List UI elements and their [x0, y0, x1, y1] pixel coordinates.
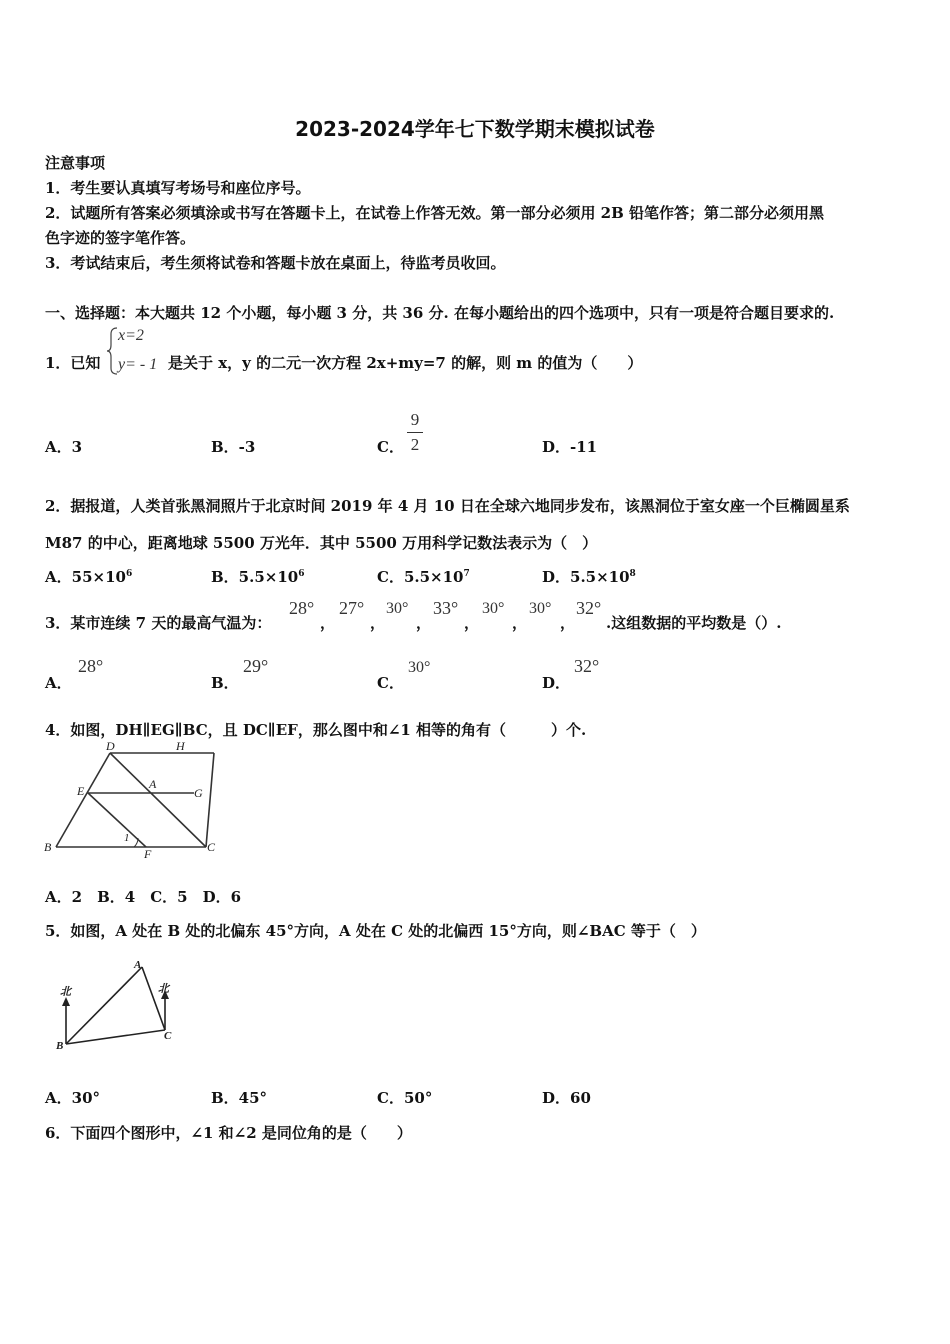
notice-item-3: 3．考试结束后，考生须将试卷和答题卡放在桌面上，待监考员收回。	[45, 254, 506, 272]
q1-fraction-denominator: 2	[410, 435, 420, 454]
q3-sep-4: ，	[464, 614, 480, 632]
q3-suffix: .这组数据的平均数是（）.	[606, 614, 782, 632]
q3-temp-1: 28°	[289, 598, 315, 618]
label-e: E	[77, 784, 85, 798]
q5-figure	[50, 955, 190, 1060]
q1-option-c: C．	[377, 438, 404, 456]
notice-heading: 注意事项	[45, 154, 106, 172]
label-a: A	[134, 959, 142, 971]
q3-option-c-label: C．	[377, 674, 404, 692]
q3-temp-2: 27°	[339, 598, 365, 618]
label-a: A	[149, 777, 157, 791]
q1-system-line-1: x=2	[118, 327, 144, 344]
notice-item-2-cont: 色字迹的签字笔作答。	[45, 229, 196, 247]
label-f: F	[144, 847, 152, 861]
q1-fraction-numerator: 9	[410, 410, 420, 429]
q2-option-a: A．$55\times 10^6$	[45, 568, 133, 586]
q3-option-c-value: 30°	[408, 659, 431, 676]
q3-temp-6: 30°	[529, 600, 552, 617]
q3-option-b-value: 29°	[243, 656, 269, 676]
q3-temp-4: 33°	[433, 598, 459, 618]
q3-option-d-label: D．	[542, 674, 571, 692]
q4-figure	[40, 740, 225, 865]
q2-option-d: D．$5.5\times 10^8$	[542, 568, 636, 586]
q1-option-d: D．-11	[542, 438, 598, 456]
q5-option-c: C．50°	[377, 1089, 433, 1107]
q3-option-b-label: B．	[211, 674, 239, 692]
label-d: D	[106, 740, 115, 753]
q1-system-line-2: y= - 1	[118, 356, 158, 373]
q1-prefix: 1．已知	[45, 354, 101, 372]
label-b: B	[44, 840, 52, 854]
q2-option-c: C．$5.5\times 10^7$	[377, 568, 470, 586]
q3-sep-6: ，	[560, 614, 576, 632]
label-c: C	[207, 840, 216, 854]
q5-option-d: D．60	[542, 1089, 591, 1107]
q3-option-a-value: 28°	[78, 656, 104, 676]
q3-sep-3: ，	[416, 614, 432, 632]
q6-text: 6．下面四个图形中，∠1 和∠2 是同位角的是（ ）	[45, 1124, 412, 1142]
q5-option-a: A．30°	[45, 1089, 101, 1107]
fraction-bar	[407, 432, 423, 433]
q5-option-b: B．45°	[211, 1089, 268, 1107]
north-label-c: 北	[158, 983, 169, 995]
q3-prefix: 3．某市连续 7 天的最高气温为：	[45, 614, 272, 632]
section-heading: 一、选择题：本大题共 12 个小题，每小题 3 分，共 36 分. 在每小题给出的四个选项中，只有一项是符合题目要求的.	[45, 304, 835, 322]
q3-sep-5: ，	[512, 614, 528, 632]
q3-sep-1: ，	[320, 614, 336, 632]
q2-text-line-1: 2．据报道，人类首张黑洞照片于北京时间 2019 年 4 月 10 日在全球六地同步发布，该黑洞位于室女座一个巨椭圆星系	[45, 497, 850, 515]
label-g: G	[194, 786, 203, 800]
page-title: 2023-2024学年七下数学期末模拟试卷	[295, 117, 655, 141]
q3-temp-7: 32°	[576, 598, 602, 618]
q4-text: 4．如图，DH∥EG∥BC，且 DC∥EF，那么图中和∠1 相等的角有（ ）个.	[45, 721, 587, 739]
q4-options: A．2 B．4 C．5 D．6	[45, 888, 242, 906]
label-h: H	[176, 740, 185, 753]
q1-text: 是关于 x，y 的二元一次方程 2x+my=7 的解，则 m 的值为（ ）	[168, 354, 643, 372]
q5-text: 5．如图，A 处在 B 处的北偏东 45°方向，A 处在 C 处的北偏西 15°方向，则∠BAC 等于（ ）	[45, 922, 706, 940]
q1-option-b: B．-3	[211, 438, 256, 456]
north-arrow-b-icon	[62, 997, 70, 1006]
north-label-b: 北	[60, 986, 71, 998]
q2-text-line-2: M87 的中心，距离地球 5500 万光年．其中 5500 万用科学记数法表示为（ ）	[45, 534, 598, 552]
q3-temp-3: 30°	[386, 600, 409, 617]
q2-option-b: B．$5.5\times 10^6$	[211, 568, 305, 586]
q1-option-a: A．3	[45, 438, 83, 456]
q3-option-a-label: A．	[45, 674, 72, 692]
label-c: C	[164, 1030, 172, 1042]
q3-sep-2: ，	[370, 614, 386, 632]
notice-item-2: 2．试题所有答案必须填涂或书写在答题卡上，在试卷上作答无效。第一部分必须用 2B 铅笔作答；第二部分必须用黑	[45, 204, 825, 222]
notice-item-1: 1．考生要认真填写考场号和座位序号。	[45, 179, 311, 197]
q3-option-d-value: 32°	[574, 656, 600, 676]
label-b: B	[56, 1040, 64, 1052]
angle-1-label: 1	[124, 832, 130, 844]
q3-temp-5: 30°	[482, 600, 505, 617]
